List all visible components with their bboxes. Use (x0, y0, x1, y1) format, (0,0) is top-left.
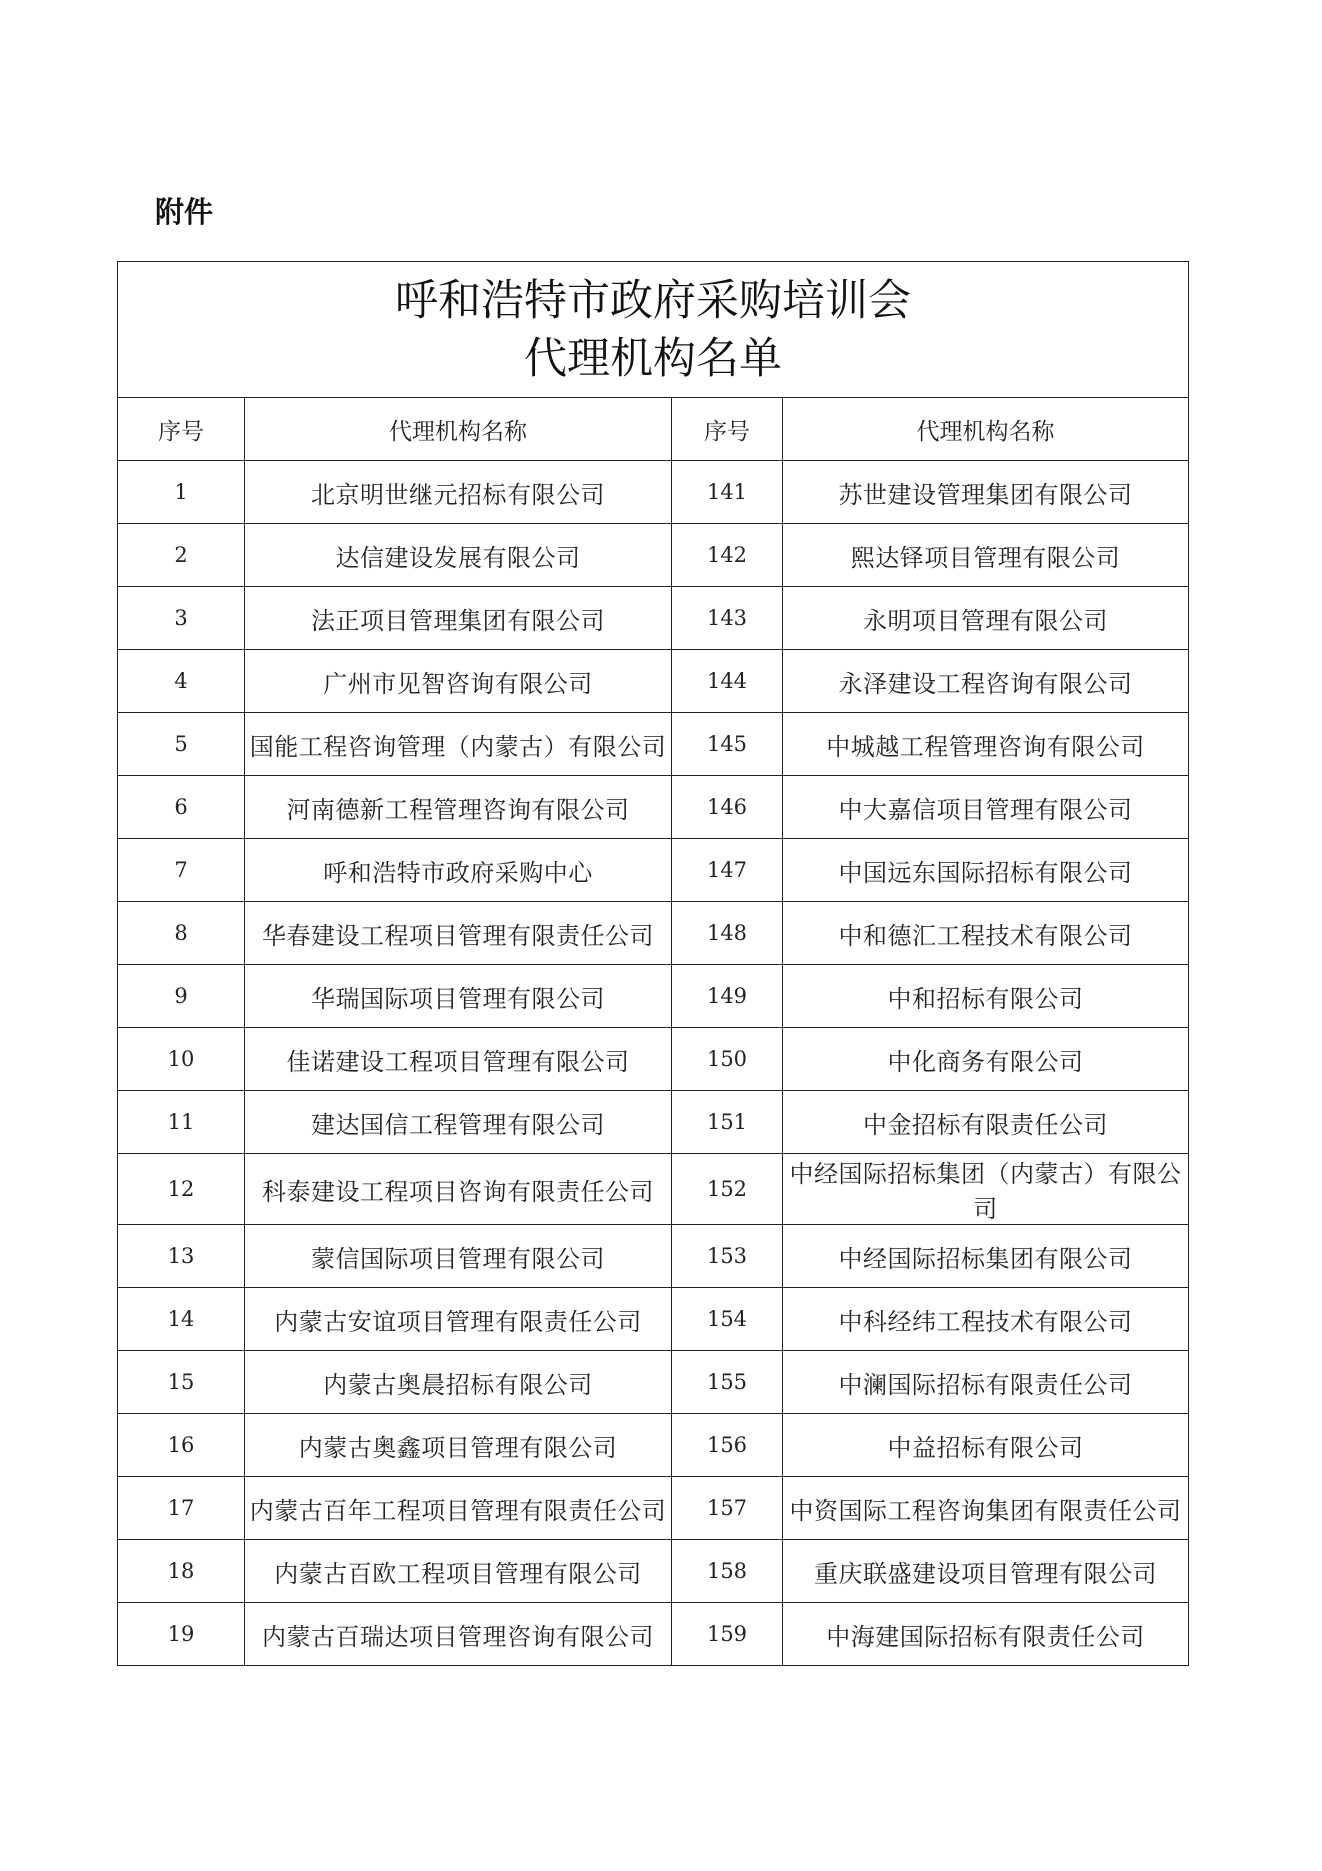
header-name-right: 代理机构名称 (783, 398, 1189, 461)
row-number-right: 149 (672, 965, 783, 1028)
agency-name-right: 苏世建设管理集团有限公司 (783, 461, 1189, 524)
row-number-right: 150 (672, 1028, 783, 1091)
agency-name-right: 中和招标有限公司 (783, 965, 1189, 1028)
agency-name-right: 中科经纬工程技术有限公司 (783, 1288, 1189, 1351)
header-row (118, 398, 1189, 461)
agency-name-right: 中城越工程管理咨询有限公司 (783, 713, 1189, 776)
row-number-right: 155 (672, 1351, 783, 1414)
row-number-left: 4 (118, 650, 245, 713)
row-number-left: 16 (118, 1414, 245, 1477)
header-no-left: 序号 (118, 398, 245, 461)
row-number-right: 158 (672, 1540, 783, 1603)
row-number-left: 17 (118, 1477, 245, 1540)
agency-name-left: 法正项目管理集团有限公司 (245, 587, 672, 650)
row-number-left: 8 (118, 902, 245, 965)
row-number-left: 3 (118, 587, 245, 650)
row-number-right: 141 (672, 461, 783, 524)
agency-name-left: 华春建设工程项目管理有限责任公司 (245, 902, 672, 965)
agency-name-left: 北京明世继元招标有限公司 (245, 461, 672, 524)
agency-name-right: 中化商务有限公司 (783, 1028, 1189, 1091)
table-row (118, 1351, 1189, 1414)
table-row (118, 713, 1189, 776)
table-title (118, 262, 1189, 398)
row-number-right: 143 (672, 587, 783, 650)
row-number-right: 146 (672, 776, 783, 839)
agency-name-left: 建达国信工程管理有限公司 (245, 1091, 672, 1154)
row-number-right: 154 (672, 1288, 783, 1351)
row-number-left: 11 (118, 1091, 245, 1154)
table-row (118, 461, 1189, 524)
header-no-right: 序号 (672, 398, 783, 461)
row-number-right: 159 (672, 1603, 783, 1666)
title-line-1: 呼和浩特市政府采购培训会 (395, 275, 911, 326)
agency-name-right: 中经国际招标集团有限公司 (783, 1225, 1189, 1288)
table-title-row (118, 262, 1189, 398)
table-row (118, 587, 1189, 650)
agency-name-left: 内蒙古百年工程项目管理有限责任公司 (245, 1477, 672, 1540)
agency-name-left: 蒙信国际项目管理有限公司 (245, 1225, 672, 1288)
row-number-right: 145 (672, 713, 783, 776)
agency-name-right: 中益招标有限公司 (783, 1414, 1189, 1477)
agency-name-left: 达信建设发展有限公司 (245, 524, 672, 587)
table-row (118, 1603, 1189, 1666)
agency-name-right: 中资国际工程咨询集团有限责任公司 (783, 1477, 1189, 1540)
row-number-right: 152 (672, 1154, 783, 1225)
row-number-right: 157 (672, 1477, 783, 1540)
row-number-left: 13 (118, 1225, 245, 1288)
row-number-right: 148 (672, 902, 783, 965)
row-number-right: 147 (672, 839, 783, 902)
table-row (118, 1225, 1189, 1288)
row-number-left: 2 (118, 524, 245, 587)
agency-name-left: 内蒙古百瑞达项目管理咨询有限公司 (245, 1603, 672, 1666)
agency-name-left: 内蒙古奥晨招标有限公司 (245, 1351, 672, 1414)
agency-name-right: 中澜国际招标有限责任公司 (783, 1351, 1189, 1414)
row-number-left: 12 (118, 1154, 245, 1225)
row-number-left: 6 (118, 776, 245, 839)
table-row (118, 1154, 1189, 1225)
table-row (118, 839, 1189, 902)
table-row (118, 524, 1189, 587)
table-row (118, 1540, 1189, 1603)
row-number-right: 144 (672, 650, 783, 713)
attachment-label: 附件 (155, 195, 214, 229)
table-body (118, 461, 1189, 1666)
agency-name-right: 熙达铎项目管理有限公司 (783, 524, 1189, 587)
row-number-left: 1 (118, 461, 245, 524)
table-row (118, 1028, 1189, 1091)
row-number-left: 19 (118, 1603, 245, 1666)
row-number-right: 151 (672, 1091, 783, 1154)
agency-name-left: 广州市见智咨询有限公司 (245, 650, 672, 713)
agency-name-left: 佳诺建设工程项目管理有限公司 (245, 1028, 672, 1091)
agency-name-left: 内蒙古安谊项目管理有限责任公司 (245, 1288, 672, 1351)
agency-name-right: 中金招标有限责任公司 (783, 1091, 1189, 1154)
agency-name-right: 中和德汇工程技术有限公司 (783, 902, 1189, 965)
agency-name-left: 河南德新工程管理咨询有限公司 (245, 776, 672, 839)
row-number-right: 142 (672, 524, 783, 587)
agency-name-right: 中大嘉信项目管理有限公司 (783, 776, 1189, 839)
row-number-left: 15 (118, 1351, 245, 1414)
table-row (118, 902, 1189, 965)
table-row (118, 1091, 1189, 1154)
row-number-left: 18 (118, 1540, 245, 1603)
agency-name-left: 内蒙古奥鑫项目管理有限公司 (245, 1414, 672, 1477)
row-number-left: 7 (118, 839, 245, 902)
row-number-left: 10 (118, 1028, 245, 1091)
row-number-left: 5 (118, 713, 245, 776)
table-row (118, 965, 1189, 1028)
agency-name-left: 科泰建设工程项目咨询有限责任公司 (245, 1154, 672, 1225)
agency-name-right: 重庆联盛建设项目管理有限公司 (783, 1540, 1189, 1603)
table-row (118, 1414, 1189, 1477)
row-number-right: 156 (672, 1414, 783, 1477)
agency-table (117, 261, 1189, 1666)
agency-name-right: 中经国际招标集团（内蒙古）有限公司 (783, 1154, 1189, 1225)
table-row (118, 1288, 1189, 1351)
row-number-left: 9 (118, 965, 245, 1028)
agency-name-right: 中国远东国际招标有限公司 (783, 839, 1189, 902)
title-line-2: 代理机构名单 (524, 333, 782, 384)
agency-name-left: 内蒙古百欧工程项目管理有限公司 (245, 1540, 672, 1603)
agency-name-left: 国能工程咨询管理（内蒙古）有限公司 (245, 713, 672, 776)
agency-name-left: 呼和浩特市政府采购中心 (245, 839, 672, 902)
agency-name-right: 中海建国际招标有限责任公司 (783, 1603, 1189, 1666)
table-row (118, 776, 1189, 839)
header-name-left: 代理机构名称 (245, 398, 672, 461)
agency-name-right: 永明项目管理有限公司 (783, 587, 1189, 650)
agency-name-left: 华瑞国际项目管理有限公司 (245, 965, 672, 1028)
row-number-right: 153 (672, 1225, 783, 1288)
table-row (118, 1477, 1189, 1540)
agency-name-right: 永泽建设工程咨询有限公司 (783, 650, 1189, 713)
table-row (118, 650, 1189, 713)
row-number-left: 14 (118, 1288, 245, 1351)
